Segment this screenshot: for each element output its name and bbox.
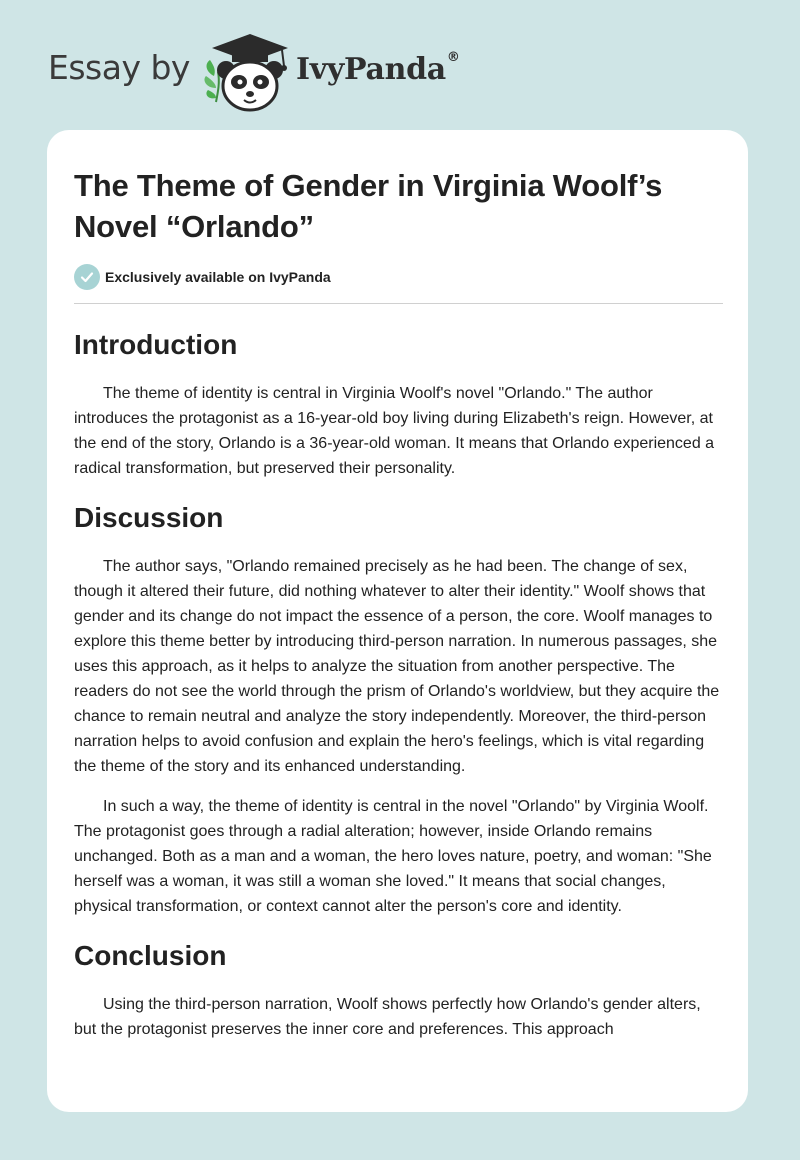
- paragraph: The author says, "Orlando remained precisely as he had been. The change of sex, though it altered their future, did nothing whatever to alter their identity." Woolf shows that gender and its change do not impact the essence of a person, the core. Woolf manages to explore this theme better by introducing third-person narration. In numerous passages, she uses this approach, as it helps to analyze the situation from another perspective. The readers do not see the world through the prism of Orlando's worldview, but they acquire the chance to remain neutral and analyze the story independently. Moreover, the third-person narration helps to avoid confusion and explain the hero's feelings, which is vital regarding the theme of the story and its enhanced understanding.: [74, 558, 720, 775]
- section-heading-discussion: Discussion: [74, 502, 224, 533]
- brand-text: IvyPanda: [296, 52, 446, 87]
- panda-logo-icon[interactable]: [202, 32, 298, 112]
- divider: [74, 303, 723, 304]
- registered-mark: ®: [446, 50, 460, 65]
- check-circle-icon: [74, 264, 100, 290]
- essay-by-label: Essay by: [48, 48, 190, 87]
- exclusive-badge: [74, 263, 724, 291]
- page-title: The Theme of Gender in Virginia Woolf’s Novel “Orlando”: [74, 168, 663, 244]
- paragraph: In such a way, the theme of identity is central in the novel "Orlando" by Virginia Woolf. The protagonist goes through a radial alteration; however, inside Orlando remains unchanged. Both as a man and a woman, the hero loves nature, poetry, and woman: "She herself was a woman, it was still a woman she loved." It means that social changes, physical transformation, or context cannot alter the person's core and identity.: [74, 798, 712, 915]
- badge-label: Exclusively available on IvyPanda: [105, 269, 331, 285]
- essay-content: [74, 130, 724, 1042]
- paragraph: Using the third-person narration, Woolf shows perfectly how Orlando's gender alters, but the protagonist preserves the inner core and preferences. This approach: [74, 996, 701, 1038]
- essay-card: [47, 130, 748, 1112]
- paragraph: The theme of identity is central in Virginia Woolf's novel "Orlando." The author introduces the protagonist as a 16-year-old boy living during Elizabeth's reign. However, at the end of the story, Orlando is a 36-year-old woman. It means that Orlando experienced a radical transformation, but preserved their personality.: [74, 385, 715, 477]
- site-header: [48, 30, 508, 110]
- section-heading-introduction: Introduction: [74, 329, 238, 360]
- brand-name[interactable]: [296, 52, 460, 87]
- section-heading-conclusion: Conclusion: [74, 940, 227, 971]
